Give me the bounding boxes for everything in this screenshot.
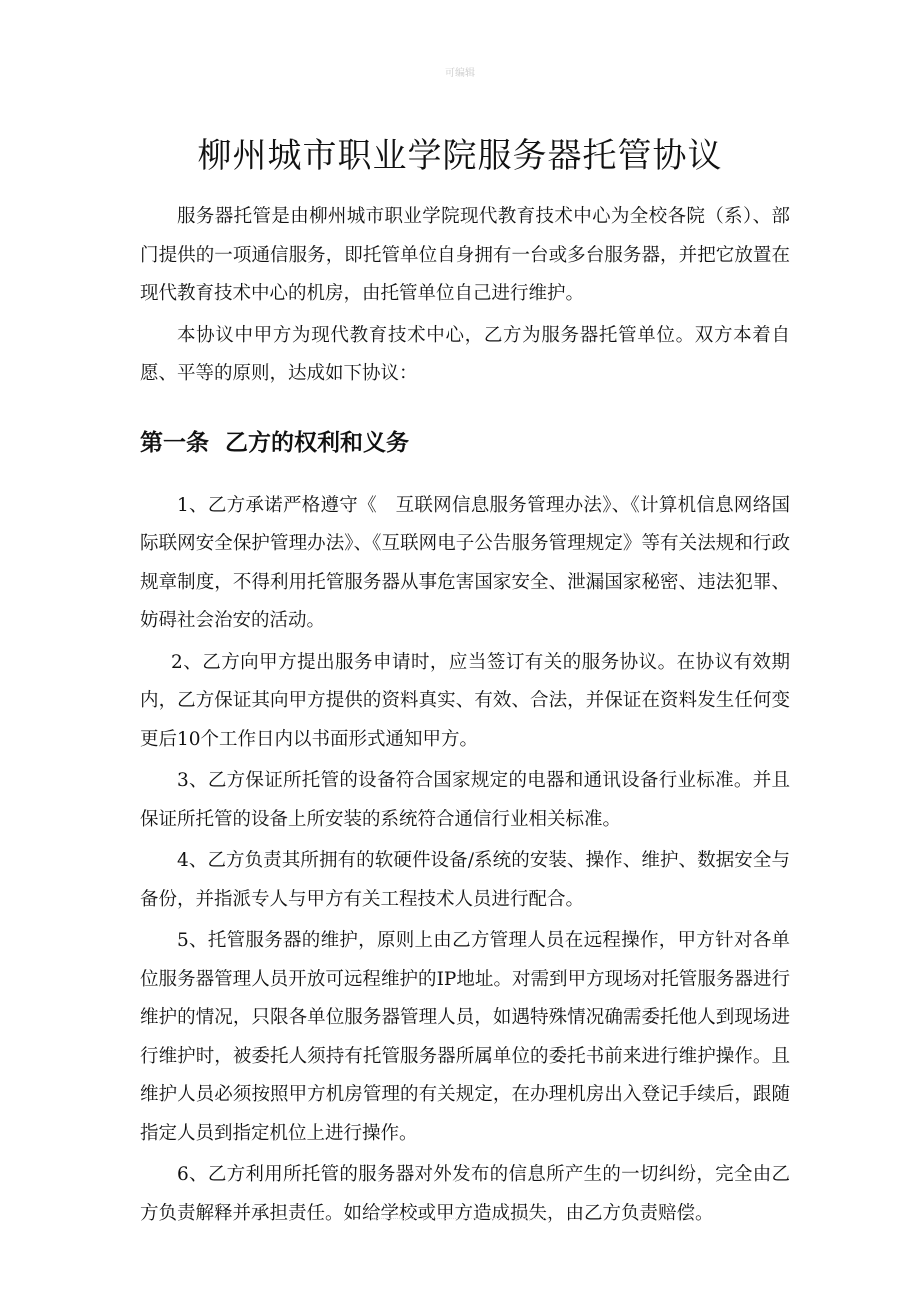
document-body	[140, 198, 790, 1236]
clause-item-2: 2、乙方向甲方提出服务申请时，应当签订有关的服务协议。在协议有效期内，乙方保证其向甲方提供的资料真实、有效、合法，并保证在资料发生任何变更后10个工作日内以书面形式通知甲方。	[140, 651, 790, 750]
intro-paragraph-2: 本协议中甲方为现代教育技术中心，乙方为服务器托管单位。双方本着自愿、平等的原则，达成如下协议：	[140, 324, 790, 384]
section-heading	[140, 428, 790, 458]
clause-item-5: 5、托管服务器的维护，原则上由乙方管理人员在远程操作，甲方针对各单位服务器管理人员开放可远程维护的IP地址。对需到甲方现场对托管服务器进行维护的情况，只限各单位服务器管理人员，如遇特殊情况确需委托他人到现场进行维护时，被委托人须持有托管服务器所属单位的委托书前来进行维护操作。且维护人员必须按照甲方机房管理的有关规定，在办理机房出入登记手续后，跟随指定人员到指定机位上进行操作。	[140, 930, 790, 1144]
clause-item-3: 3、乙方保证所托管的设备符合国家规定的电器和通讯设备行业标准。并且保证所托管的设备上所安装的系统符合通信行业相关标准。	[140, 770, 790, 830]
footer-divider	[365, 1218, 550, 1219]
header-watermark: 可编辑	[445, 68, 475, 79]
clause-item-1: 1、乙方承诺严格遵守《 互联网信息服务管理办法》、《计算机信息网络国际联网安全保护管理办法》、《互联网电子公告服务管理规定》等有关法规和行政规章制度，不得利用托管服务器从事危害国家安全、泄漏国家秘密、违法犯罪、妨碍社会治安的活动。	[140, 494, 790, 631]
section-title: 乙方的权利和义务	[225, 429, 409, 456]
clause-item-4: 4、乙方负责其所拥有的软硬件设备/系统的安装、操作、维护、数据安全与备份，并指派专人与甲方有关工程技术人员进行配合。	[140, 850, 790, 910]
intro-paragraph-1: 服务器托管是由柳州城市职业学院现代教育技术中心为全校各院（系）、部门提供的一项通信服务，即托管单位自身拥有一台或多台服务器，并把它放置在现代教育技术中心的机房，由托管单位自己进行维护。	[140, 206, 790, 304]
page-title: 柳州城市职业学院服务器托管协议	[197, 136, 723, 176]
section-number: 第一条	[140, 429, 209, 456]
clause-item-6: 6、乙方利用所托管的服务器对外发布的信息所产生的一切纠纷，完全由乙方负责解释并承担责任。如给学校或甲方造成损失，由乙方负责赔偿。	[140, 1164, 790, 1224]
